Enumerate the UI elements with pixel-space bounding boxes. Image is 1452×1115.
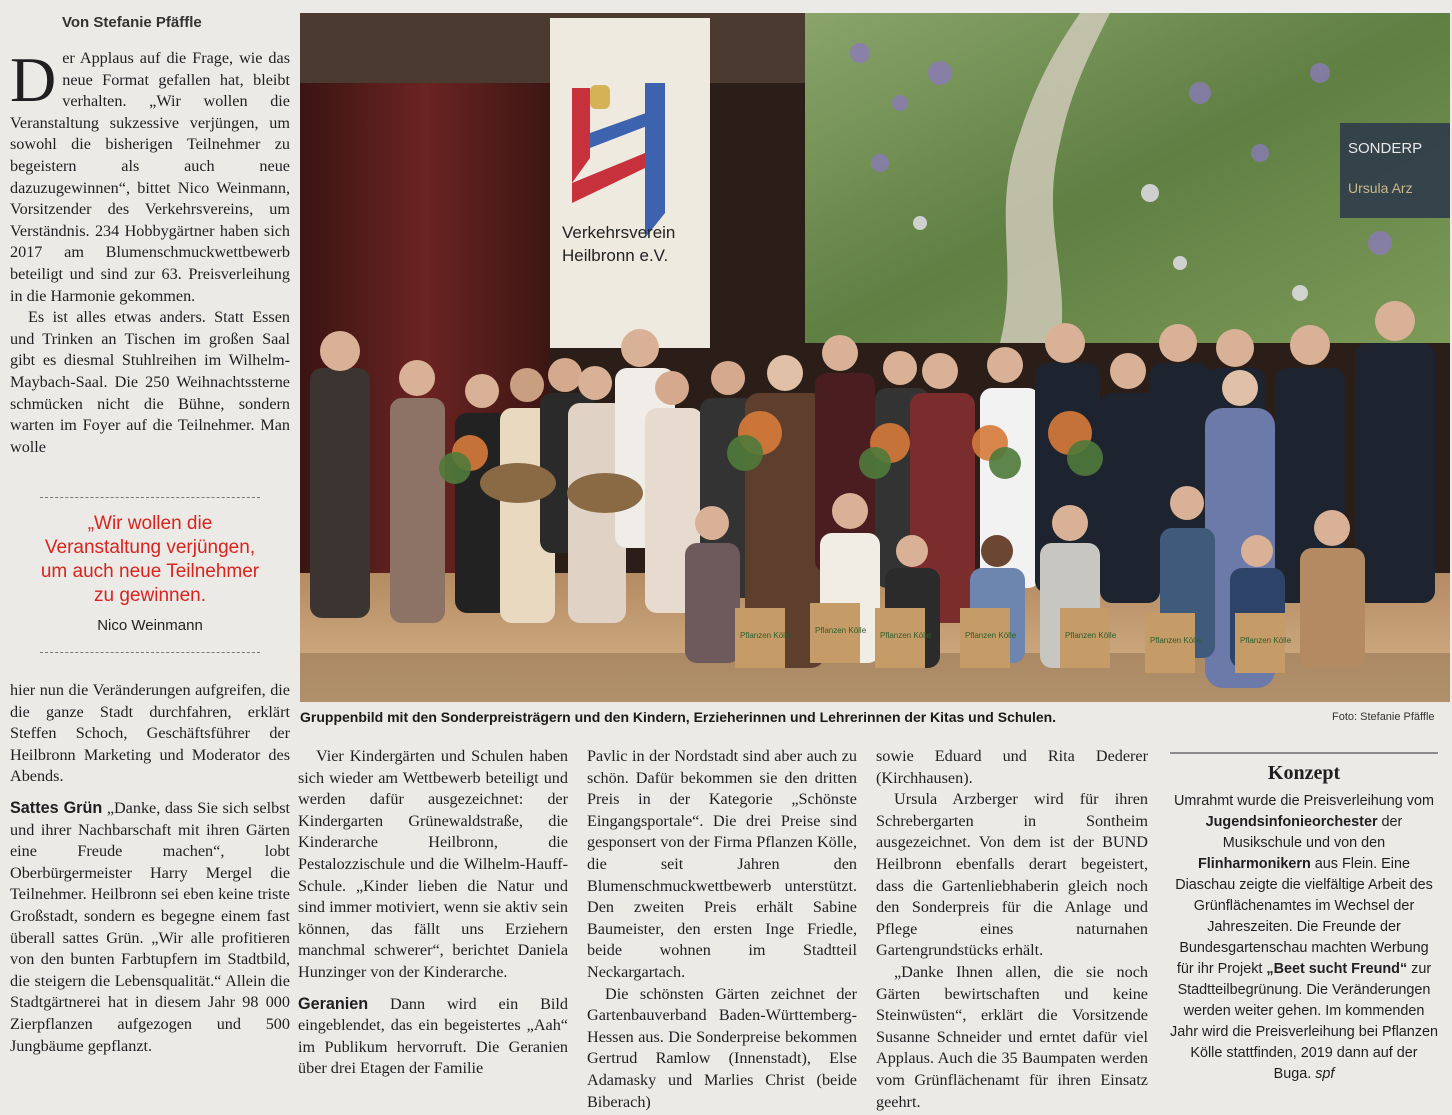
article-column-2 — [298, 746, 568, 1080]
bag-label: Pflanzen Kölle — [965, 631, 1017, 640]
paragraph: sowie Eduard und Rita Dederer (Kirchhausen). — [876, 747, 1148, 787]
article-column-4 — [876, 746, 1148, 1113]
bag-label: Pflanzen Kölle — [815, 626, 867, 635]
paragraph: Vier Kindergärten und Schulen haben sich wieder am Wettbewerb beteiligt und werden dafür ausgezeichnet: der Kindergarten Grünewaldstraße, die Kinderarche Heilbronn, die Pestalozzischule und die Wilhelm-Hauff-Schule. „Kinder lieben die Natur und sind immer motiviert, wenn sie aktiv sein können, das fällt uns Erziehern manchmal schwerer“, berichtet Daniela Hunzinger von der Kinderarche. — [298, 747, 568, 981]
slide-text-2: Ursula Arz — [1348, 180, 1413, 196]
paragraph: Dann wird ein Bild eingeblendet, das ein begeistertes „Aah“ im Publikum hervorruft. Die Geranien über drei Etagen der Familie — [298, 994, 568, 1078]
lead-paragraph: er Applaus auf die Frage, wie das neue Format gefallen hat, bleibt verhalten. „Wir wollen die Veranstaltung sukzessive verjüngen, um sowohl die bisherigen Teilnehmer zu begeistern als auch neue dazuzugewinnen“, bittet Nico Weinmann, Vorsitzender des Verkehrsvereins, um Verständnis. 234 Hobbygärtner haben sich 2017 am Blumenschmuckwettbewerb beteiligt und sind zur 63. Preisverleihung in die Harmonie gekommen. — [10, 49, 290, 305]
dropcap: D — [10, 44, 57, 115]
photo-credit: Foto: Stefanie Pfäffle — [1332, 711, 1435, 723]
photo-caption: Gruppenbild mit den Sonderpreisträgern und den Kindern, Erzieherinnen und Lehrerinnen der Kitas und Schulen. — [300, 709, 1057, 725]
paragraph: Die schönsten Gärten zeichnet der Gartenbauverband Baden-Württemberg-Hessen aus. Die Sonderpreise bekommen Gertrud Ramlow (Innenstadt), Else Adamasky und Marlies Christ (beide Biberach) — [587, 984, 857, 1111]
basket — [480, 463, 556, 503]
article-lead — [10, 44, 290, 458]
group-photo — [300, 13, 1450, 702]
infobox-text: Umrahmt wurde die Preisverleihung vom Jugendsinfonieorchester der Musikschule und von den Flinharmonikern aus Flein. Eine Diaschau zeigte die vielfältige Arbeit des Grünflächenamtes im Wechsel der Jahreszeiten. Die Freunde der Bundesgartenschau machten Werbung für ihr Projekt „Beet sucht Freund“ zur Stadtteilbegrünung. Die Veränderungen werden weiter gehen. Im kommenden Jahr wird die Preisverleihung bei Pflanzen Kölle stattfinden, 2019 dann auf der Buga. spf — [1170, 793, 1438, 1082]
konzept-infobox — [1170, 752, 1438, 1085]
article-column-1-bottom — [10, 680, 290, 1057]
paragraph: Es ist alles etwas anders. Statt Essen und Trinken an Tischen im großen Saal gibt es diesmal Stuhlreihen im Wilhelm-Maybach-Saal. Die 250 Weihnachtssterne schmücken nicht die Bühne, sondern warten im Foyer auf die Teilnehmer. Man wolle — [10, 308, 290, 456]
byline: Von Stefanie Pfäffle — [62, 14, 202, 31]
paragraph: „Danke Ihnen allen, die sie noch Gärten bewirtschaften und keine Steinwüsten“, erklärt die Vorsitzende Susanne Schneider und erntet dafür viel Applaus. Auch die 35 Baumpaten werden vom Grünflächenamt für ihren Einsatz geehrt. — [876, 962, 1148, 1111]
bag-label: Pflanzen Kölle — [740, 631, 792, 640]
bag-label: Pflanzen Kölle — [1065, 631, 1117, 640]
paragraph: Pavlic in der Nordstadt sind aber auch zu schön. Dafür bekommen sie den dritten Preis in der Kategorie „Schönste Eingangsportale“. Die drei Preise sind gesponsert von der Firma Pflanzen Kölle, die seit Jahren den Blumenschmuckwettbewerb unterstützt. Den zweiten Preis erhält Sabine Baumeister, den ersten Inge Friedle, beide wohnen im Stadtteil Neckargartach. — [587, 747, 857, 981]
quote-rule-bottom — [40, 652, 260, 653]
banner-text-1: Verkehrsverein — [562, 223, 676, 242]
pull-quote: „Wir wollen die Veranstaltung verjüngen, um auch neue Teilnehmer zu gewinnen. — [40, 513, 260, 606]
slide-text-1: SONDERP — [1348, 140, 1423, 157]
banner-text-2: Heilbronn e.V. — [562, 246, 669, 265]
infobox-title: Konzept — [1267, 762, 1341, 784]
bag-label: Pflanzen Kölle — [1150, 636, 1202, 645]
basket — [567, 473, 643, 513]
photo-illustration — [300, 13, 1450, 702]
paragraph: Ursula Arzberger wird für ihren Schrebergarten in Sontheim ausgezeichnet. Von dem ist der BUND Heilbronn ebenfalls derart begeistert, dass die Gartenliebhaberin gleich noch den Sonderpreis für die Anlage und Pflege eines naturnahen Gartengrundstücks erhält. — [876, 790, 1148, 960]
bag-label: Pflanzen Kölle — [880, 631, 932, 640]
subhead: Geranien — [298, 994, 369, 1013]
article-column-3 — [587, 746, 857, 1113]
paragraph: „Danke, dass Sie sich selbst und ihrer Nachbarschaft mit ihren Gärten eine Freude machen“, lobt Oberbürgermeister Harry Mergel die Teilnehmer. Heilbronn sei eben keine triste Großstadt, sondern es begegne einem fast überall sattes Grün. „Wir alle profitieren von den bunten Farbtupfern im Stadtbild, die steigern die Lebensqualität.“ Allein die Stadtgärtnerei hat in diesem Jahr 98 000 Zierpflanzen aufgezogen und 500 Jungbäume gepflanzt. — [10, 798, 290, 1055]
subhead: Sattes Grün — [10, 798, 103, 817]
bag-label: Pflanzen Kölle — [1240, 636, 1292, 645]
pull-quote-author: Nico Weinmann — [97, 617, 203, 634]
paragraph: hier nun die Veränderungen aufgreifen, die die ganze Stadt durchfahren, erklärt Steffen Schoch, Geschäftsführer der Heilbronn Marketing und Moderator des Abends. — [10, 681, 290, 786]
quote-rule-top — [40, 497, 260, 498]
